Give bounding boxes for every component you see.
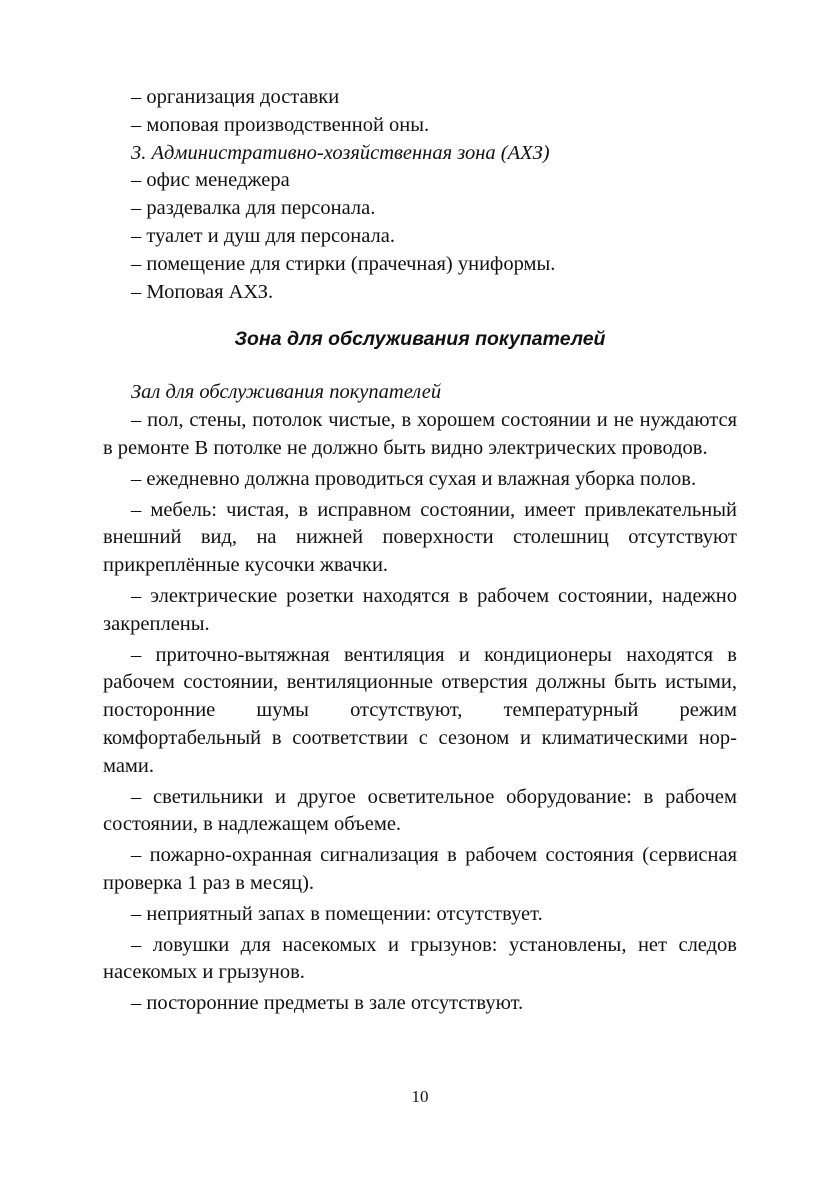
list-item-delivery: – организация доставки bbox=[131, 86, 340, 108]
paragraph-ventilation: – приточно-вытяжная вентиляция и кондиционеры находятся в рабочем состоянии, вентиляционные отверстия должны быть истыми, посторонние шумы отсутствуют, температурный режим комфортабельный в соответствии с сезоном и климатическими нормами. bbox=[103, 643, 737, 777]
paragraph-odor: – неприятный запах в помещении: отсутствует. bbox=[131, 902, 543, 925]
paragraph-fire-alarm: – пожарно-охранная сигнализация в рабочем состояния (сервисная проверка 1 раз в месяц). bbox=[103, 844, 737, 894]
zone-title-axz: 3. Административно-хозяйственная зона (АХЗ) bbox=[131, 141, 550, 164]
list-item-laundry: – помещение для стирки (прачечная) униформы. bbox=[131, 252, 556, 275]
paragraph-foreign-objects: – посторонние предметы в зале отсутствуют. bbox=[131, 992, 524, 1015]
paragraph-furniture: – мебель: чистая, в исправном состоянии, имеет привлекательный внешний вид, на нижней поверхности столешниц отсутствуют прикреплённые кусочки жвачки. bbox=[103, 498, 737, 577]
list-item-mop-production: – моповая производственной оны. bbox=[131, 113, 430, 136]
paragraph-floor-walls: – пол, стены, потолок чистые, в хорошем состоянии и не нуждаются в ремонте В потолке не должно быть видно электрических проводов. bbox=[103, 409, 737, 459]
list-item-mop-axz: – Моповая АХЗ. bbox=[131, 280, 274, 303]
page-number: 10 bbox=[411, 1087, 429, 1106]
list-item-locker-room: – раздевалка для персонала. bbox=[131, 197, 376, 220]
page-body bbox=[103, 84, 737, 1021]
subsection-label: Зал для обслуживания покупателей bbox=[131, 381, 442, 404]
paragraph-cleaning: – ежедневно должна проводиться сухая и влажная уборка полов. bbox=[131, 467, 697, 490]
list-item-manager-office: – офис менеджера bbox=[131, 169, 290, 192]
paragraph-traps: – ловушки для насекомых и грызунов: установлены, нет следов насекомых и грызунов. bbox=[103, 933, 737, 984]
paragraph-lighting: – светильники и другое осветительное оборудование: в рабочем состоянии, в надлежащем объеме. bbox=[103, 785, 737, 836]
list-item-toilet-shower: – туалет и душ для персонала. bbox=[131, 224, 396, 247]
paragraph-sockets: – электрические розетки находятся в рабочем состоянии, надежно закреплены. bbox=[103, 584, 737, 635]
section-heading: Зона для обслуживания покупателей bbox=[234, 328, 606, 351]
